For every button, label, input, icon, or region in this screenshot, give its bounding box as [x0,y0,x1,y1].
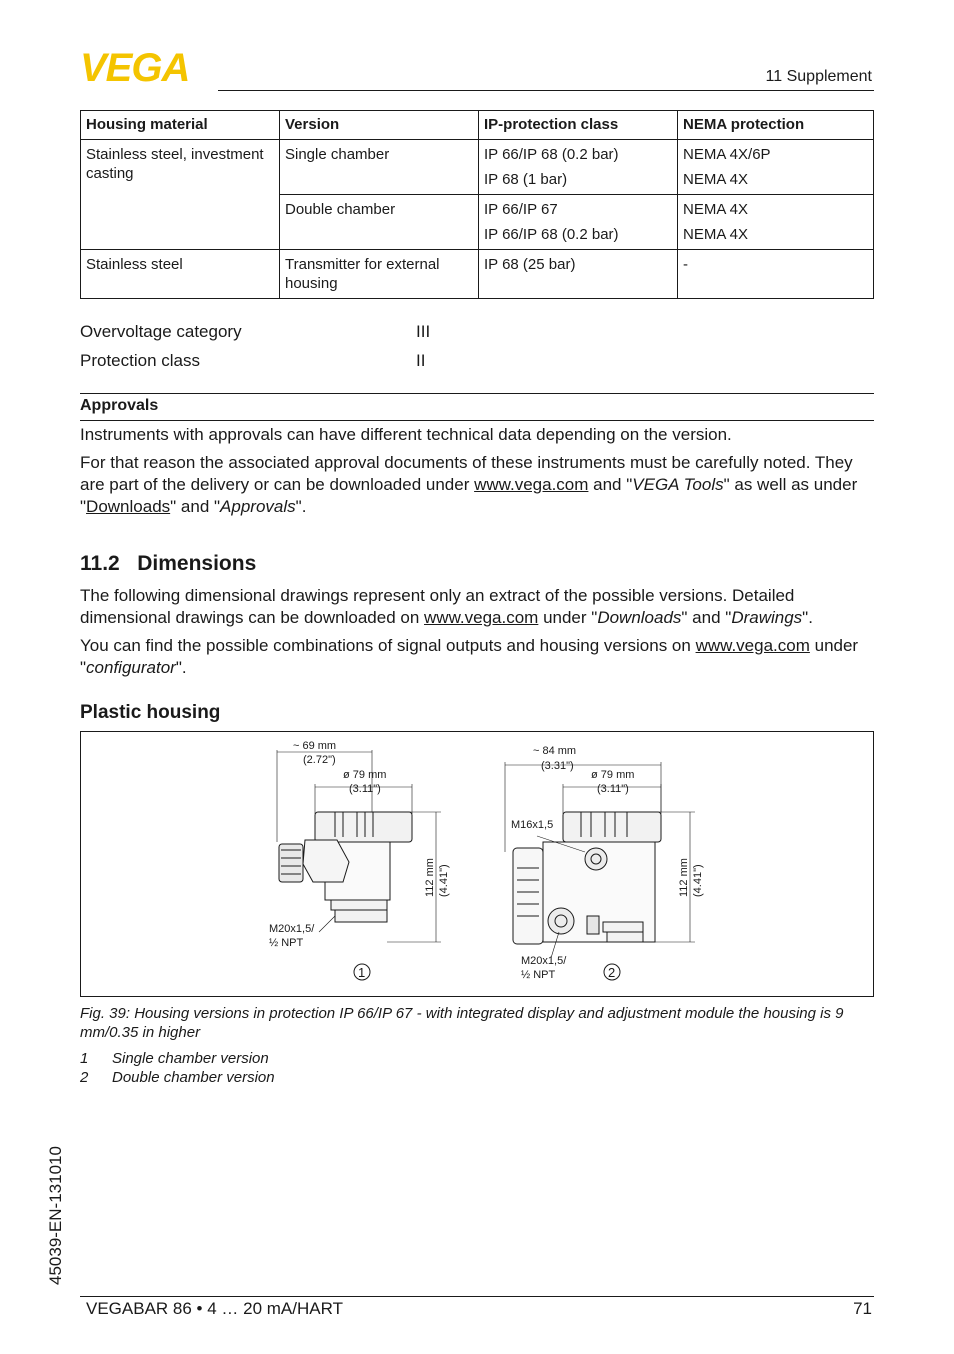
spec-label: Overvoltage category [80,322,242,341]
spec-value: II [416,351,426,370]
text-run-italic: VEGA Tools [632,475,724,494]
text-run: and " [588,475,633,494]
legend-text: Double chamber version [112,1069,275,1086]
dimensions-heading: 11.2 Dimensions [80,552,257,575]
page-number: 71 [853,1299,872,1318]
text-run-italic: Downloads [597,608,682,627]
spec-label: Protection class [80,351,200,370]
dimensions-paragraph-1 [80,585,874,629]
thread-2a: M20x1,5/ [521,955,567,967]
legend-text: Single chamber version [112,1050,269,1067]
cell-ip [479,140,678,195]
ip-value: IP 68 (25 bar) [484,256,576,273]
col-header-material: Housing material [81,111,280,140]
cell-material: Stainless steel [81,250,280,299]
cell-version: Transmitter for external housing [280,250,479,299]
col-header-nema: NEMA protection [678,111,874,140]
height-in-2: (4.41") [692,864,704,897]
document-id: 45039-EN-131010 [46,1146,65,1285]
table-row [81,140,874,195]
ip-value: IP 68 (1 bar) [484,171,568,188]
legend-num: 2 [80,1069,89,1086]
col-header-version: Version [280,111,479,140]
header-rule [218,90,874,91]
cell-nema [678,195,874,250]
legend-num: 1 [80,1050,89,1067]
text-run-italic: Approvals [220,497,296,516]
width-in-1: (2.72") [303,754,336,766]
approvals-bottom-rule [80,420,874,421]
text-run: " and " [681,608,732,627]
col-header-ip: IP-protection class [479,111,678,140]
height-mm-2: 112 mm [678,858,690,897]
vega-link[interactable]: www.vega.com [474,475,589,494]
text-run: " and " [170,497,221,516]
nema-value: - [683,256,688,273]
approvals-top-rule [80,393,874,394]
cell-version: Single chamber [280,140,479,195]
cell-ip [479,250,678,299]
nema-value: NEMA 4X [683,201,749,218]
marker-1: 1 [358,965,366,980]
dia-in-1: (3.11") [349,783,381,795]
downloads-link[interactable]: Downloads [86,497,171,516]
vega-logo [80,50,212,89]
dimension-drawing [81,732,873,996]
text-run: ". [295,497,307,516]
ip-value: IP 66/IP 67 [484,201,558,218]
table-header-row [81,111,874,140]
height-mm-1: 112 mm [424,858,436,897]
cell-nema [678,250,874,299]
vega-link[interactable]: www.vega.com [695,636,810,655]
nema-value: NEMA 4X [683,226,749,243]
section-label: 11 Supplement [765,68,872,85]
cell-ip [479,195,678,250]
ip-value: IP 66/IP 68 (0.2 bar) [484,226,619,243]
text-run-italic: configurator [86,658,176,677]
text-run: The following dimensional drawings represent only an extract of the possible versions. Detailed dimensional drawings can be downloaded on [80,586,795,627]
text-run: ". [175,658,187,677]
text-run: For that reason the associated approval documents of these instruments must be carefully noted. They are part of the delivery or can be downloaded under [80,453,853,494]
text-run-italic: Drawings [731,608,803,627]
figure-caption: Fig. 39: Housing versions in protection IP 66/IP 67 - with integrated display and adjustment module the housing is 9 mm/0.35 in higher [80,1005,844,1041]
dia-mm-2: ø 79 mm [591,769,635,781]
approvals-paragraph-1: Instruments with approvals can have different technical data depending on the version. [80,425,732,444]
approvals-heading: Approvals [80,397,159,414]
nema-value: NEMA 4X [683,171,749,188]
thread-1a: M20x1,5/ [269,923,315,935]
thread-1b: ½ NPT [269,937,304,949]
dimensions-paragraph-2 [80,635,874,679]
width-mm-2: ~ 84 mm [533,745,577,757]
cell-nema [678,140,874,195]
marker-2: 2 [608,965,616,980]
nema-value: NEMA 4X/6P [683,146,771,163]
table-row [81,250,874,299]
text-run: under " [538,608,598,627]
width-in-2: (3.31") [541,760,574,772]
logo-text: VEGA [80,50,190,84]
thread-m16: M16x1,5 [511,819,554,831]
housing-table [80,110,874,299]
text-run: " as well as under " [80,475,858,516]
footer-rule [80,1296,874,1297]
cell-version: Double chamber [280,195,479,250]
vega-link[interactable]: www.vega.com [424,608,539,627]
height-in-1: (4.41") [438,864,450,897]
dia-mm-1: ø 79 mm [343,769,387,781]
text-run: You can find the possible combinations of signal outputs and housing versions on [80,636,696,655]
spec-value: III [416,322,431,341]
footer-product: VEGABAR 86 • 4 … 20 mA/HART [86,1299,343,1318]
ip-value: IP 66/IP 68 (0.2 bar) [484,146,619,163]
approvals-paragraph-2 [80,452,874,518]
dimension-figure [80,731,874,997]
cell-material: Stainless steel, investment casting [81,140,280,250]
dia-in-2: (3.11") [597,783,629,795]
width-mm-1: ~ 69 mm [293,740,337,752]
plastic-housing-heading: Plastic housing [80,702,221,723]
thread-2b: ½ NPT [521,969,556,981]
text-run: ". [802,608,813,627]
text-run: under " [80,636,859,677]
